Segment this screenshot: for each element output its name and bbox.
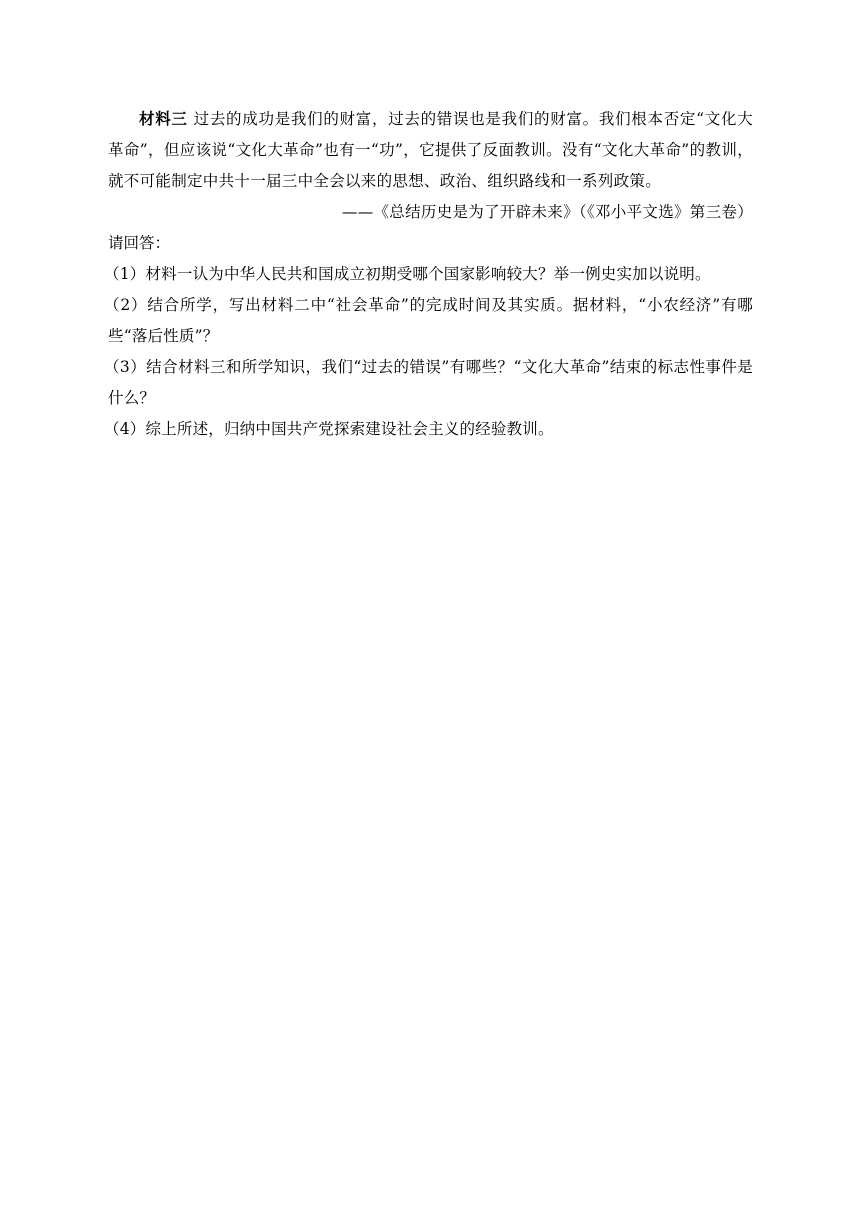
question-1 bbox=[104, 259, 753, 290]
material-three-text: 过去的成功是我们的财富，过去的错误也是我们的财富。我们根本否定“文化大革命”，但应该说“文化大革命”也有一“功”，它提供了反面教训。没有“文化大革命”的教训，就不可能制定中共十一届三中全会以来的思想、政治、组织路线和一系列政策。 bbox=[108, 110, 753, 190]
question-number: （2） bbox=[104, 296, 148, 314]
question-prompt: 请回答： bbox=[108, 234, 171, 252]
question-number: （1） bbox=[104, 265, 146, 283]
question-4 bbox=[104, 414, 753, 445]
question-number: （4） bbox=[104, 420, 146, 438]
document-content bbox=[104, 103, 754, 445]
material-three-source: ——《总结历史是为了开辟未来》（《邓小平文选》第三卷） bbox=[341, 203, 753, 221]
question-text: 综上所述，归纳中国共产党探索建设社会主义的经验教训。 bbox=[145, 420, 554, 438]
question-2 bbox=[104, 290, 754, 352]
question-text: 结合材料三和所学知识，我们“过去的错误”有哪些？“文化大革命”结束的标志性事件是什么？ bbox=[108, 358, 753, 407]
question-text: 材料一认为中华人民共和国成立初期受哪个国家影响较大？举一例史实加以说明。 bbox=[145, 265, 711, 283]
material-three-label: 材料三 bbox=[139, 109, 188, 128]
question-number: （3） bbox=[104, 358, 147, 376]
material-three-paragraph bbox=[108, 103, 753, 197]
question-text: 结合所学，写出材料二中“社会革命”的完成时间及其实质。据材料，“小农经济”有哪些“落后性质”？ bbox=[108, 296, 754, 345]
question-3 bbox=[104, 352, 753, 414]
